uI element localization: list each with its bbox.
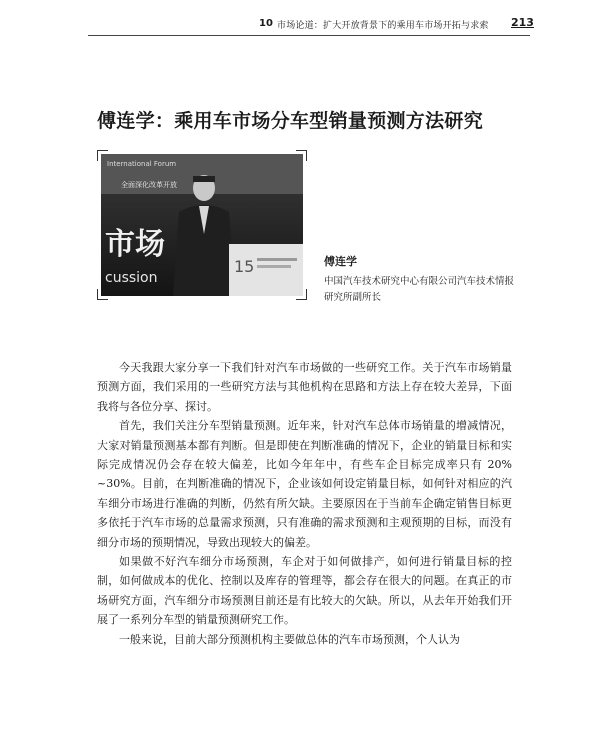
header-rule [88, 35, 530, 36]
chapter-number: 10 [259, 18, 273, 29]
speaker-name: 傅连学 [324, 255, 357, 268]
running-header [0, 14, 600, 36]
podium-text-line [257, 265, 291, 268]
speaker-affiliation: 中国汽车技术研究中心有限公司汽车技术情报研究所副所长 [324, 276, 515, 303]
chapter-title: 市场论道：扩大开放背景下的乘用车市场开拓与求索 [277, 21, 489, 31]
speaker-hair [193, 176, 215, 182]
banner-cn-text: 全面深化改革开放 [121, 181, 177, 189]
backdrop-big-text: 市场 [105, 227, 165, 262]
speaker-photo [101, 154, 303, 296]
body-paragraph: 首先，我们关注分车型销量预测。近年来，针对汽车总体市场销量的增减情况，大家对销量预测基本都有判断。但是即使在判断准确的情况下，企业的销量目标和实际完成情况仍会存在较大偏差，比如今年年中，有些车企目标完成率只有 20% ~30%。目前，在判断准确的情况下，企业该如何设定销量目标，如何针对相应的汽车细分市场进行准确的判断，仍然有所欠缺。主要原因在于当前车企确定销售目标更多依托于汽车市场的总量需求预测，只有准确的需求预测和主观预期的目标，而没有细分市场的预期情况，导致出现较大的偏差。 [97, 419, 512, 549]
podium-number: 15 [234, 257, 255, 276]
body-paragraph: 一般来说，目前大部分预测机构主要做总体的汽车市场预测，个人认为 [119, 632, 460, 646]
speaker-photo-image [101, 154, 303, 296]
backdrop-discussion-text: cussion [105, 270, 158, 286]
body-paragraph: 如果做不好汽车细分市场预测，车企对于如何做排产，如何进行销量目标的控制，如何做成本的优化、控制以及库存的管理等，都会存在很大的问题。在真正的市场研究方面，汽车细分市场预测目前还是有比较大的欠缺。所以，从去年开始我们开展了一系列分车型的销量预测研究工作。 [97, 555, 512, 627]
article-body [97, 358, 512, 649]
podium-text-line [257, 258, 297, 261]
body-paragraph: 今天我跟大家分享一下我们针对汽车市场做的一些研究工作。关于汽车市场销量预测方面，我们采用的一些研究方法与其他机构在思路和方法上存在较大差异，下面我将与各位分享、探讨。 [97, 361, 512, 413]
banner-line-text: International Forum [107, 160, 177, 168]
speaker-photo-frame [97, 150, 307, 300]
article-title: 傅连学：乘用车市场分车型销量预测方法研究 [97, 110, 484, 132]
page-number: 213 [511, 16, 534, 29]
speaker-caption [324, 253, 524, 306]
